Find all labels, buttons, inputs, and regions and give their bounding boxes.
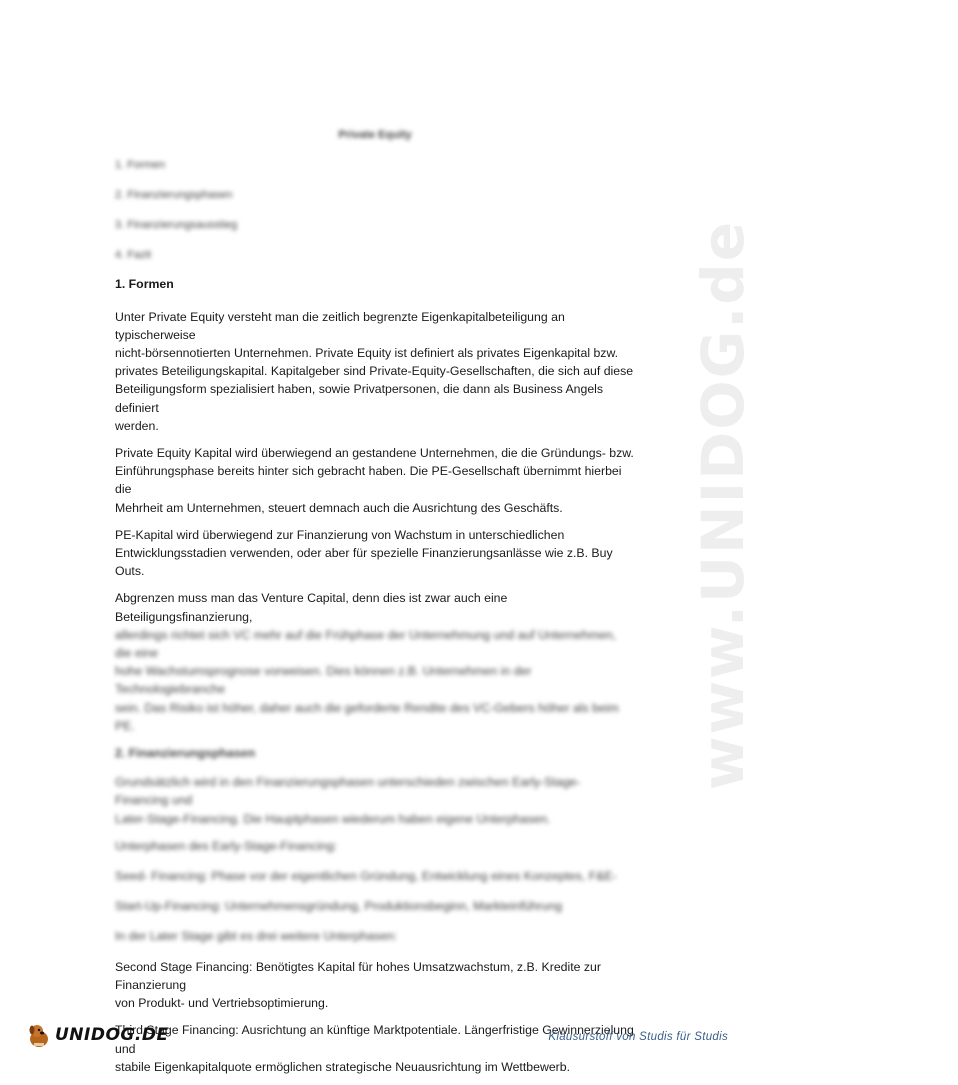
toc-item: 4. Fazit (115, 248, 152, 261)
paragraph (115, 1021, 635, 1076)
text-line: Private Equity Kapital wird überwiegend an gestandene Unternehmen, die die Gründungs- bzw. (115, 446, 634, 461)
text-line: Mehrheit am Unternehmen, steuert demnach auch die Ausrichtung des Geschäfts. (115, 500, 563, 515)
watermark-text: www.UNIDOG.de (689, 219, 757, 791)
text-line: privates Beteiligungskapital. Kapitalgeber sind Private-Equity-Gesellschaften, die sich auf diese (115, 364, 634, 379)
text-line: Abgrenzen muss man das Venture Capital, denn dies ist zwar auch eine Beteiligungsfinanzierung, (115, 591, 508, 624)
blurred-paragraph (115, 773, 635, 828)
blurred-paragraph (115, 837, 635, 855)
text-line: stabile Eigenkapitalquote ermöglichen strategische Neuausrichtung im Wettbewerb. (115, 1059, 571, 1074)
paragraph (115, 308, 635, 435)
document-title: Private Equity (338, 129, 412, 141)
paragraph (115, 958, 635, 1013)
blurred-text-line: Seed- Financing: Phase vor der eigentlichen Gründung, Entwicklung eines Konzeptes, F&E- (115, 869, 617, 884)
paragraph (115, 589, 635, 735)
blurred-text-line: Grundsätzlich wird in den Finanzierungsphasen unterschieden zwischen Early-Stage- Financing und (115, 775, 581, 808)
unidog-logo (25, 1020, 169, 1050)
text-line: Einführungsphase bereits hinter sich gebracht haben. Die PE-Gesellschaft übernimmt hierbei die (115, 464, 622, 497)
blurred-text-line: In der Later Stage gibt es drei weitere Unterphasen: (115, 929, 398, 944)
text-line: Beteiligungsform spezialisiert haben, sowie Privatpersonen, die dann als Business Angels definiert (115, 382, 604, 415)
blurred-text-line: Later-Stage-Financing. Die Hauptphasen wiederum haben eigene Unterphasen. (115, 811, 551, 826)
blurred-text-line: hohe Wachstumsprognose vorweisen. Dies können z.B. Unternehmen in der Technologiebranche (115, 664, 532, 697)
logo-text: UNIDOG.DE (55, 1025, 169, 1045)
footer-tagline: Klausurstoff von Studis für Studis (548, 1031, 728, 1043)
toc-item: 2. Finanzierungsphasen (115, 189, 233, 201)
toc-item: 3. Finanzierungsausstieg (115, 218, 238, 231)
blurred-paragraph (115, 867, 635, 885)
dog-icon (25, 1021, 53, 1049)
text-line: Entwicklungsstadien verwenden, oder aber für spezielle Finanzierungsanlässe wie z.B. Buy Outs. (115, 546, 613, 579)
section-heading: 2. Finanzierungsphasen (115, 746, 256, 761)
document-content (115, 126, 635, 1085)
table-of-contents (115, 156, 635, 264)
blurred-text-line: allerdings richtet sich VC mehr auf die Frühphase der Unternehmung und auf Unternehmen, die eine (115, 627, 617, 661)
text-line: PE-Kapital wird überwiegend zur Finanzierung von Wachstum in unterschiedlichen (115, 527, 565, 542)
text-line: Third Stage Financing: Ausrichtung an künftige Marktpotentiale. Längerfristige Gewinnerzielung und (115, 1023, 634, 1056)
section-heading: 1. Formen (115, 277, 174, 292)
text-line: Second Stage Financing: Benötigtes Kapital für hohes Umsatzwachstum, z.B. Kredite zur Finanzierung (115, 959, 601, 992)
text-line: von Produkt- und Vertriebsoptimierung. (115, 996, 329, 1011)
blurred-text-line: sein. Das Risiko ist höher, daher auch die geforderte Rendite des VC-Gebers höher als beim PE. (115, 700, 619, 733)
text-line: werden. (115, 418, 159, 433)
text-line: nicht-börsennotierten Unternehmen. Private Equity ist definiert als privates Eigenkapital bzw. (115, 346, 619, 360)
paragraph (115, 444, 635, 517)
paragraph (115, 526, 635, 581)
text-line: Unter Private Equity versteht man die zeitlich begrenzte Eigenkapitalbeteiligung an typischerweise (115, 309, 565, 342)
blurred-text-line: Unterphasen des Early-Stage-Financing: (115, 838, 338, 853)
blurred-paragraph (115, 897, 635, 915)
toc-item: 1. Formen (115, 159, 166, 172)
blurred-text-line: Start-Up-Financing: Unternehmensgründung, Produktionsbeginn, Markteinführung (115, 899, 563, 914)
blurred-paragraph (115, 927, 635, 945)
